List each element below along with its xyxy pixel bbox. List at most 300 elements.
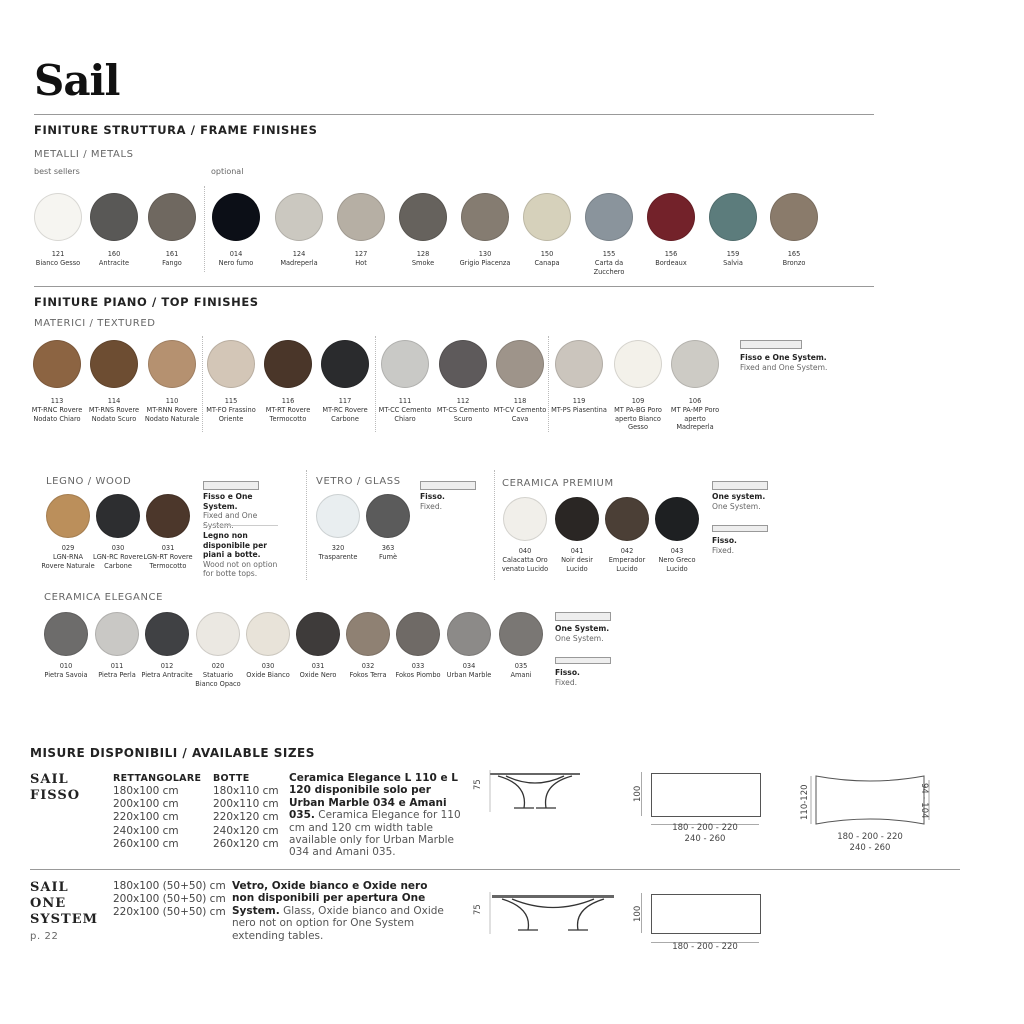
finish-swatch bbox=[655, 497, 699, 573]
swatch-color bbox=[605, 497, 649, 541]
swatch-code: 118 bbox=[513, 397, 527, 405]
swatch-code: 111 bbox=[398, 397, 412, 405]
premium-note-1-text: One System. bbox=[712, 501, 761, 511]
finish-swatch bbox=[93, 494, 143, 570]
swatch-code: 115 bbox=[224, 397, 238, 405]
swatch-label bbox=[143, 397, 201, 423]
swatch-code: 128 bbox=[416, 250, 430, 258]
swatch-label bbox=[28, 397, 86, 423]
swatch-name: Noir desir Lucido bbox=[561, 555, 593, 573]
swatch-name: Pietra Savoia bbox=[44, 670, 88, 679]
finish-swatch bbox=[337, 193, 385, 268]
swatch-color bbox=[46, 494, 90, 538]
edge-profile-icon bbox=[555, 657, 611, 664]
edge-profile-icon bbox=[555, 612, 611, 621]
swatch-name: Fokos Piombo bbox=[395, 670, 441, 679]
wood-note-divider bbox=[203, 525, 278, 526]
ceramica-elegance-heading: CERAMICA ELEGANCE bbox=[44, 592, 164, 603]
swatch-label bbox=[494, 662, 548, 680]
swatch-code: 117 bbox=[338, 397, 352, 405]
rect-size: 240x100 cm bbox=[113, 824, 179, 837]
finish-swatch bbox=[378, 340, 432, 423]
finish-swatch bbox=[346, 612, 390, 680]
elegance-note-1-bold: One System. bbox=[555, 624, 610, 633]
swatch-label bbox=[143, 250, 201, 268]
swatch-name: MT-FO Frassino Oriente bbox=[206, 405, 256, 423]
wood-note-2-bold: Legno non disponibile per piani a botte. bbox=[203, 531, 267, 560]
swatch-color bbox=[316, 494, 360, 538]
textured-note-text: Fixed and One System. bbox=[740, 362, 828, 372]
swatch-color bbox=[770, 193, 818, 241]
swatch-name: Bianco Gesso bbox=[35, 258, 81, 267]
swatch-label bbox=[39, 662, 93, 680]
one-system-size: 220x100 (50+50) cm bbox=[113, 906, 226, 919]
botte-length-labels bbox=[810, 832, 930, 854]
swatch-color bbox=[264, 340, 312, 388]
rect-size: 200x100 cm bbox=[113, 798, 179, 811]
finish-swatch bbox=[499, 612, 543, 680]
swatch-name: Hot bbox=[355, 258, 367, 267]
one-system-description-text: Glass, Oxide bianco and Oxide nero not on option for One System extending tables. bbox=[232, 904, 444, 942]
one-name-line2: ONE bbox=[30, 896, 67, 911]
swatch-color bbox=[461, 193, 509, 241]
swatch-code: 116 bbox=[281, 397, 295, 405]
swatch-color bbox=[321, 340, 369, 388]
botte-size: 220x120 cm bbox=[213, 811, 279, 824]
wood-glass-divider bbox=[306, 470, 307, 580]
swatch-label bbox=[91, 544, 145, 570]
swatch-color bbox=[207, 340, 255, 388]
swatch-color bbox=[148, 340, 196, 388]
swatch-code: 165 bbox=[787, 250, 801, 258]
swatch-code: 110 bbox=[165, 397, 179, 405]
swatch-name: Canapa bbox=[534, 258, 560, 267]
swatch-label bbox=[85, 397, 143, 423]
fisso-description-text: Ceramica Elegance for 110 cm and 120 cm width table available only for Urban Marble 034 and Amani 035. bbox=[289, 809, 461, 859]
fisso-height-label: 75 bbox=[473, 779, 483, 790]
fisso-name-line2: FISSO bbox=[30, 788, 81, 803]
swatch-color bbox=[381, 340, 429, 388]
finish-swatch bbox=[647, 193, 695, 268]
premium-note-1 bbox=[712, 492, 765, 511]
swatch-color bbox=[146, 494, 190, 538]
botte-size: 240x120 cm bbox=[213, 824, 279, 837]
swatch-label bbox=[491, 397, 549, 423]
one-system-size: 200x100 (50+50) cm bbox=[113, 893, 226, 906]
swatch-code: 033 bbox=[411, 662, 425, 670]
wood-heading: LEGNO / WOOD bbox=[46, 476, 132, 487]
swatch-label bbox=[666, 397, 724, 432]
swatch-code: 011 bbox=[110, 662, 124, 670]
glass-note-text: Fixed. bbox=[420, 501, 443, 511]
swatch-label bbox=[29, 250, 87, 268]
premium-note-2-bold: Fisso. bbox=[712, 536, 737, 545]
premium-note-2-text: Fixed. bbox=[712, 545, 735, 555]
finish-swatch bbox=[585, 193, 633, 276]
finish-swatch bbox=[316, 494, 360, 562]
swatch-color bbox=[709, 193, 757, 241]
swatch-color bbox=[496, 340, 544, 388]
swatch-color bbox=[439, 340, 487, 388]
swatch-name: Bordeaux bbox=[655, 258, 687, 267]
swatch-color bbox=[614, 340, 662, 388]
swatch-label bbox=[85, 250, 143, 268]
swatch-name: Antracite bbox=[98, 258, 130, 267]
swatch-label bbox=[434, 397, 492, 423]
swatch-color bbox=[555, 497, 599, 541]
fisso-description bbox=[289, 772, 469, 859]
best-sellers-label: best sellers bbox=[34, 167, 80, 176]
swatch-label bbox=[202, 397, 260, 423]
finish-swatch bbox=[44, 612, 88, 680]
finish-swatch bbox=[34, 193, 82, 268]
swatch-name: Fumè bbox=[378, 552, 398, 561]
swatch-label bbox=[207, 250, 265, 268]
wood-note-1-bold: Fisso e One System. bbox=[203, 492, 253, 511]
swatch-name: MT-CC Cemento Chiaro bbox=[378, 405, 432, 423]
swatch-color bbox=[33, 340, 81, 388]
one-system-top-view-drawing bbox=[651, 894, 761, 934]
swatch-color bbox=[212, 193, 260, 241]
swatch-code: 029 bbox=[61, 544, 75, 552]
elegance-note-2-text: Fixed. bbox=[555, 677, 578, 687]
swatch-name: Carta da Zucchero bbox=[593, 258, 625, 276]
swatch-label bbox=[650, 547, 704, 573]
rect-size: 180x100 cm bbox=[113, 785, 179, 797]
swatch-code: 156 bbox=[664, 250, 678, 258]
swatch-code: 121 bbox=[51, 250, 65, 258]
swatch-name: LGN-RNA Rovere Naturale bbox=[41, 552, 95, 570]
swatch-code: 106 bbox=[688, 397, 702, 405]
swatch-label bbox=[442, 662, 496, 680]
swatch-code: 159 bbox=[726, 250, 740, 258]
swatch-label bbox=[704, 250, 762, 268]
swatch-color bbox=[337, 193, 385, 241]
wood-note-2-text: Wood not on option for botte tops. bbox=[203, 559, 278, 579]
swatch-code: 034 bbox=[462, 662, 476, 670]
swatch-label bbox=[332, 250, 390, 268]
finish-swatch bbox=[770, 193, 818, 268]
swatch-color bbox=[34, 193, 82, 241]
swatch-code: 032 bbox=[361, 662, 375, 670]
swatch-code: 030 bbox=[261, 662, 275, 670]
swatch-code: 320 bbox=[331, 544, 345, 552]
fisso-side-view-drawing bbox=[476, 768, 586, 814]
wood-note-2 bbox=[203, 531, 285, 579]
finish-swatch bbox=[709, 193, 757, 268]
swatch-label bbox=[498, 547, 552, 573]
swatch-label bbox=[316, 397, 374, 423]
finish-swatch bbox=[671, 340, 719, 432]
swatch-name: Bronzo bbox=[782, 258, 806, 267]
finish-swatch bbox=[212, 193, 260, 268]
fisso-name-line1: SAIL bbox=[30, 772, 69, 787]
botte-header: BOTTE bbox=[213, 773, 250, 784]
swatch-color bbox=[296, 612, 340, 656]
premium-note-2 bbox=[712, 536, 737, 555]
swatch-name: MT-RNS Rovere Nodato Scuro bbox=[88, 405, 140, 423]
swatch-code: 041 bbox=[570, 547, 584, 555]
swatch-label bbox=[361, 544, 415, 562]
swatch-color bbox=[95, 612, 139, 656]
swatch-code: 020 bbox=[211, 662, 225, 670]
finish-swatch bbox=[246, 612, 290, 680]
title-divider bbox=[34, 114, 874, 115]
sail-fisso-name bbox=[30, 772, 80, 804]
swatch-code: 114 bbox=[107, 397, 121, 405]
swatch-name: Nero fumo bbox=[218, 258, 254, 267]
swatch-label bbox=[642, 250, 700, 268]
rect-header: RETTANGOLARE bbox=[113, 773, 202, 784]
swatch-color bbox=[503, 497, 547, 541]
fisso-description-bold: Ceramica Elegance L 110 e L 120 disponibile solo per Urban Marble 034 e Amani 035. bbox=[289, 772, 458, 822]
swatch-code: 109 bbox=[631, 397, 645, 405]
swatch-code: 127 bbox=[354, 250, 368, 258]
sizes-divider bbox=[30, 869, 960, 870]
finish-swatch bbox=[461, 193, 509, 268]
botte-width-right-label: 94 - 104 bbox=[919, 783, 929, 819]
sail-one-system-name bbox=[30, 880, 98, 928]
finish-swatch bbox=[555, 497, 599, 573]
swatch-code: 014 bbox=[229, 250, 243, 258]
rect-size: 220x100 cm bbox=[113, 811, 179, 824]
premium-note-1-bold: One system. bbox=[712, 492, 766, 501]
swatch-name: Emperador Lucido bbox=[608, 555, 646, 573]
finish-swatch bbox=[321, 340, 369, 423]
botte-size: 200x110 cm bbox=[213, 798, 279, 811]
swatch-color bbox=[346, 612, 390, 656]
sizes-heading: MISURE DISPONIBILI / AVAILABLE SIZES bbox=[30, 746, 315, 760]
textured-note-bold: Fisso e One System. bbox=[740, 353, 827, 362]
swatch-color bbox=[396, 612, 440, 656]
swatch-label bbox=[259, 397, 317, 423]
rect-length-line1: 180 - 200 - 220 bbox=[672, 823, 738, 833]
botte-size: 260x120 cm bbox=[213, 837, 279, 850]
swatch-label bbox=[394, 250, 452, 268]
botte-top-view-drawing bbox=[810, 770, 930, 830]
finish-swatch bbox=[366, 494, 410, 562]
finish-swatch bbox=[523, 193, 571, 268]
swatch-color bbox=[555, 340, 603, 388]
finish-swatch bbox=[33, 340, 81, 423]
swatch-name: MT-PS Piasentina bbox=[551, 405, 607, 414]
elegance-note-2-bold: Fisso. bbox=[555, 668, 580, 677]
optional-label: optional bbox=[211, 167, 244, 176]
swatch-label bbox=[270, 250, 328, 268]
swatch-label bbox=[518, 250, 576, 268]
swatch-color bbox=[499, 612, 543, 656]
swatch-code: 012 bbox=[160, 662, 174, 670]
page-reference: p. 22 bbox=[30, 931, 59, 942]
edge-profile-icon bbox=[203, 481, 259, 490]
swatch-code: 042 bbox=[620, 547, 634, 555]
rect-width-label: 100 bbox=[633, 785, 643, 802]
finish-swatch bbox=[296, 612, 340, 680]
finish-swatch bbox=[264, 340, 312, 423]
metals-divider bbox=[204, 186, 205, 272]
swatch-name: Grigio Piacenza bbox=[459, 258, 511, 267]
swatch-name: MT-RNN Rovere Nodato Naturale bbox=[144, 405, 200, 423]
swatch-color bbox=[44, 612, 88, 656]
glass-ceramic-divider bbox=[494, 470, 495, 580]
swatch-name: MT PA-BG Poro aperto Bianco Gesso bbox=[614, 405, 662, 432]
swatch-name: Fokos Terra bbox=[349, 670, 387, 679]
edge-profile-icon bbox=[420, 481, 476, 490]
finish-swatch bbox=[503, 497, 547, 573]
swatch-name: LGN-RT Rovere Termocotto bbox=[143, 552, 193, 570]
swatch-code: 124 bbox=[292, 250, 306, 258]
glass-note-bold: Fisso. bbox=[420, 492, 445, 501]
textured-note bbox=[740, 353, 860, 372]
finish-swatch bbox=[90, 340, 138, 423]
one-system-length-label: 180 - 200 - 220 bbox=[672, 942, 738, 952]
finish-swatch bbox=[141, 612, 193, 680]
elegance-note-2 bbox=[555, 668, 580, 687]
swatch-code: 113 bbox=[50, 397, 64, 405]
swatch-label bbox=[291, 662, 345, 680]
swatch-label bbox=[580, 250, 638, 276]
swatch-color bbox=[585, 193, 633, 241]
glass-heading: VETRO / GLASS bbox=[316, 476, 401, 487]
swatch-name: Fango bbox=[162, 258, 182, 267]
swatch-color bbox=[246, 612, 290, 656]
finish-swatch bbox=[447, 612, 491, 680]
swatch-color bbox=[145, 612, 189, 656]
finish-swatch bbox=[493, 340, 547, 423]
swatch-code: 031 bbox=[311, 662, 325, 670]
swatch-label bbox=[376, 397, 434, 423]
rect-size: 260x100 cm bbox=[113, 837, 179, 850]
rect-length-line2: 240 - 260 bbox=[684, 834, 726, 844]
glass-note bbox=[420, 492, 445, 511]
frame-divider bbox=[34, 286, 874, 287]
one-system-size: 180x100 (50+50) cm bbox=[113, 880, 226, 892]
finish-swatch bbox=[196, 612, 240, 688]
finish-swatch bbox=[144, 340, 200, 423]
swatch-code: 119 bbox=[572, 397, 586, 405]
swatch-code: 030 bbox=[111, 544, 125, 552]
swatch-label bbox=[600, 547, 654, 573]
swatch-name: MT-RT Rovere Termocotto bbox=[265, 405, 311, 423]
swatch-name: Pietra Antracite bbox=[141, 670, 193, 679]
finish-swatch bbox=[90, 193, 138, 268]
swatch-name: Calacatta Oro venato Lucido bbox=[501, 555, 549, 573]
botte-length-line2: 240 - 260 bbox=[849, 843, 891, 853]
swatch-code: 155 bbox=[602, 250, 616, 258]
swatch-name: MT PA-MP Poro aperto Madreperla bbox=[670, 405, 720, 432]
swatch-color bbox=[96, 494, 140, 538]
elegance-note-1 bbox=[555, 624, 609, 643]
one-system-size-list bbox=[113, 880, 226, 920]
finish-swatch bbox=[95, 612, 139, 680]
swatch-name: MT-RNC Rovere Nodato Chiaro bbox=[31, 405, 83, 423]
finish-swatch bbox=[275, 193, 323, 268]
one-system-description bbox=[232, 880, 447, 942]
swatch-name: Smoke bbox=[411, 258, 435, 267]
one-system-side-view-drawing bbox=[476, 890, 616, 936]
swatch-label bbox=[241, 662, 295, 680]
swatch-code: 040 bbox=[518, 547, 532, 555]
swatch-label bbox=[90, 662, 144, 680]
swatch-label bbox=[41, 544, 95, 570]
edge-profile-icon bbox=[740, 340, 802, 349]
elegance-note-1-text: One System. bbox=[555, 633, 604, 643]
finish-swatch bbox=[148, 193, 196, 268]
one-name-line3: SYSTEM bbox=[30, 912, 99, 927]
swatch-label bbox=[140, 662, 194, 680]
swatch-code: 035 bbox=[514, 662, 528, 670]
finish-swatch bbox=[399, 193, 447, 268]
swatch-code: 031 bbox=[161, 544, 175, 552]
swatch-color bbox=[447, 612, 491, 656]
swatch-code: 161 bbox=[165, 250, 179, 258]
swatch-color bbox=[275, 193, 323, 241]
swatch-name: Urban Marble bbox=[446, 670, 492, 679]
swatch-name: Oxide Nero bbox=[299, 670, 337, 679]
swatch-color bbox=[90, 340, 138, 388]
swatch-label bbox=[550, 547, 604, 573]
swatch-label bbox=[191, 662, 245, 688]
swatch-label bbox=[609, 397, 667, 432]
swatch-color bbox=[399, 193, 447, 241]
swatch-color bbox=[655, 497, 699, 541]
swatch-color bbox=[647, 193, 695, 241]
swatch-color bbox=[671, 340, 719, 388]
swatch-label bbox=[391, 662, 445, 680]
rect-length-labels bbox=[651, 823, 759, 845]
one-system-width-label: 100 bbox=[633, 905, 643, 922]
swatch-color bbox=[90, 193, 138, 241]
ceramica-premium-heading: CERAMICA PREMIUM bbox=[502, 478, 614, 489]
botte-size: 180x110 cm bbox=[213, 785, 279, 797]
swatch-code: 160 bbox=[107, 250, 121, 258]
finish-swatch bbox=[551, 340, 607, 415]
frame-finishes-heading: FINITURE STRUTTURA / FRAME FINISHES bbox=[34, 123, 318, 137]
swatch-color bbox=[196, 612, 240, 656]
swatch-name: Trasparente bbox=[318, 552, 358, 561]
swatch-name: MT-CS Cemento Scuro bbox=[436, 405, 490, 423]
swatch-name: LGN-RC Rovere Carbone bbox=[93, 552, 143, 570]
page-title: Sail bbox=[34, 56, 120, 105]
top-finishes-heading: FINITURE PIANO / TOP FINISHES bbox=[34, 295, 259, 309]
wood-note-1-text: Fixed and One bbox=[203, 511, 258, 521]
swatch-code: 010 bbox=[59, 662, 73, 670]
swatch-code: 363 bbox=[381, 544, 395, 552]
finish-swatch bbox=[41, 494, 95, 570]
swatch-code: 112 bbox=[456, 397, 470, 405]
swatch-label bbox=[141, 544, 195, 570]
swatch-label bbox=[341, 662, 395, 680]
finish-swatch bbox=[396, 612, 440, 680]
finish-swatch bbox=[614, 340, 662, 432]
botte-length-line1: 180 - 200 - 220 bbox=[837, 832, 903, 842]
swatch-name: Amani bbox=[510, 670, 532, 679]
swatch-name: MT-CV Cemento Cava bbox=[493, 405, 547, 423]
rect-size-list bbox=[113, 785, 179, 851]
swatch-code: 150 bbox=[540, 250, 554, 258]
finish-swatch bbox=[143, 494, 193, 570]
swatch-label bbox=[550, 397, 608, 415]
textured-subheading: MATERICI / TEXTURED bbox=[34, 318, 156, 329]
edge-profile-icon bbox=[712, 525, 768, 532]
one-name-line1: SAIL bbox=[30, 880, 69, 895]
swatch-code: 130 bbox=[478, 250, 492, 258]
swatch-name: Oxide Bianco bbox=[246, 670, 290, 679]
swatch-code: 043 bbox=[670, 547, 684, 555]
metals-subheading: METALLI / METALS bbox=[34, 149, 134, 160]
swatch-color bbox=[366, 494, 410, 538]
swatch-name: Madreperla bbox=[280, 258, 318, 267]
